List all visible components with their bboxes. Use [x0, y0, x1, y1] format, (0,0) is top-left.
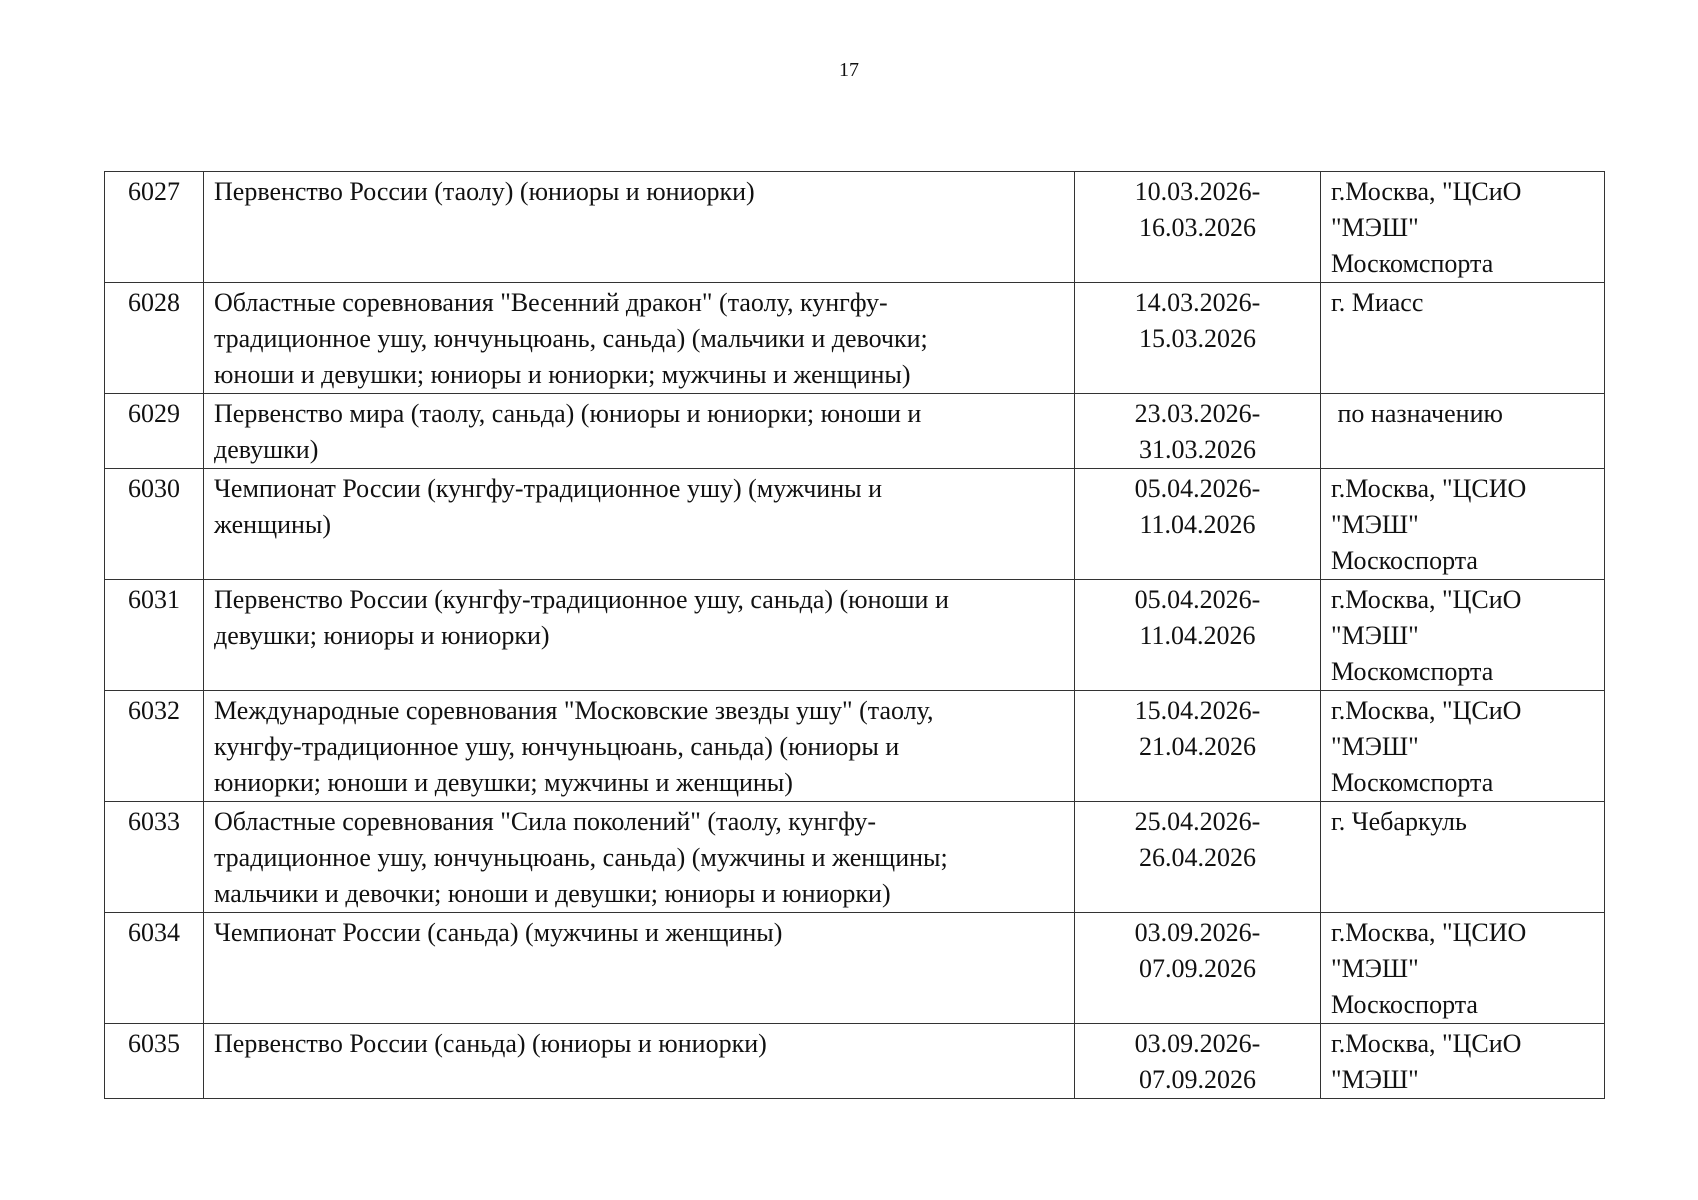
event-number: 6033	[105, 802, 204, 913]
event-date-end: 07.09.2026	[1139, 954, 1256, 983]
event-name	[204, 1024, 1075, 1099]
table-row	[105, 913, 1605, 1024]
event-place-line: г.Москва, "ЦСиО	[1331, 696, 1522, 725]
event-dates	[1075, 172, 1321, 283]
event-name-line: Первенство России (кунгфу-традиционное ушу, саньда) (юноши и	[214, 585, 949, 614]
event-name	[204, 802, 1075, 913]
event-dates	[1075, 1024, 1321, 1099]
event-date-start: 03.09.2026-	[1134, 1029, 1261, 1058]
event-place	[1321, 172, 1605, 283]
event-place-line: "МЭШ"	[1331, 732, 1419, 761]
event-place-line: г.Москва, "ЦСИО	[1331, 918, 1527, 947]
event-name-line: Областные соревнования "Весенний дракон" (таолу, кунгфу-	[214, 288, 888, 317]
event-place	[1321, 1024, 1605, 1099]
event-place	[1321, 691, 1605, 802]
event-name-line: юниорки; юноши и девушки; мужчины и женщины)	[214, 768, 793, 797]
event-name-line: юноши и девушки; юниоры и юниорки; мужчины и женщины)	[214, 360, 911, 389]
event-place-line: г. Миасс	[1331, 288, 1424, 317]
event-dates	[1075, 691, 1321, 802]
event-dates	[1075, 802, 1321, 913]
event-place	[1321, 580, 1605, 691]
event-dates	[1075, 283, 1321, 394]
event-name	[204, 172, 1075, 283]
event-date-start: 14.03.2026-	[1134, 288, 1261, 317]
table-row	[105, 580, 1605, 691]
event-place-line: "МЭШ"	[1331, 213, 1419, 242]
event-name-line: Областные соревнования "Сила поколений" (таолу, кунгфу-	[214, 807, 876, 836]
event-place-line: г.Москва, "ЦСиО	[1331, 585, 1522, 614]
event-number: 6034	[105, 913, 204, 1024]
event-name-line: Первенство мира (таолу, саньда) (юниоры и юниорки; юноши и	[214, 399, 922, 428]
table-row	[105, 691, 1605, 802]
event-name	[204, 580, 1075, 691]
table-row	[105, 172, 1605, 283]
page-number: 17	[839, 59, 859, 81]
event-number: 6027	[105, 172, 204, 283]
event-place	[1321, 394, 1605, 469]
event-place-line: Москомспорта	[1331, 249, 1494, 278]
event-place	[1321, 283, 1605, 394]
event-dates	[1075, 394, 1321, 469]
event-date-start: 05.04.2026-	[1134, 585, 1261, 614]
event-name-line: Первенство России (таолу) (юниоры и юниорки)	[214, 177, 755, 206]
table-row	[105, 469, 1605, 580]
event-place-line: "МЭШ"	[1331, 1065, 1419, 1094]
event-date-start: 25.04.2026-	[1134, 807, 1261, 836]
event-place-line: Москомспорта	[1331, 657, 1494, 686]
event-place	[1321, 469, 1605, 580]
event-name-line: Первенство России (саньда) (юниоры и юниорки)	[214, 1029, 767, 1058]
event-place	[1321, 913, 1605, 1024]
event-date-end: 11.04.2026	[1139, 621, 1256, 650]
event-date-start: 23.03.2026-	[1134, 399, 1261, 428]
event-name-line: традиционное ушу, юнчуньцюань, саньда) (мужчины и женщины;	[214, 843, 948, 872]
event-number: 6029	[105, 394, 204, 469]
event-name-line: девушки; юниоры и юниорки)	[214, 621, 550, 650]
event-place-line: Москомспорта	[1331, 768, 1494, 797]
event-number: 6030	[105, 469, 204, 580]
event-place-line: "МЭШ"	[1331, 621, 1419, 650]
event-date-start: 03.09.2026-	[1134, 918, 1261, 947]
event-date-start: 10.03.2026-	[1134, 177, 1261, 206]
event-name	[204, 394, 1075, 469]
event-place-line: г.Москва, "ЦСиО	[1331, 177, 1522, 206]
event-date-end: 16.03.2026	[1139, 213, 1256, 242]
event-name-line: Чемпионат России (кунгфу-традиционное ушу) (мужчины и	[214, 474, 883, 503]
event-place-line: г.Москва, "ЦСиО	[1331, 1029, 1522, 1058]
event-place-line: по назначению	[1331, 399, 1503, 428]
event-date-start: 05.04.2026-	[1134, 474, 1261, 503]
event-place-line: "МЭШ"	[1331, 510, 1419, 539]
event-name-line: Международные соревнования "Московские звезды ушу" (таолу,	[214, 696, 934, 725]
table-row	[105, 802, 1605, 913]
event-name-line: Чемпионат России (саньда) (мужчины и женщины)	[214, 918, 783, 947]
events-table	[104, 171, 1605, 1099]
event-name	[204, 913, 1075, 1024]
event-name	[204, 283, 1075, 394]
event-date-start: 15.04.2026-	[1134, 696, 1261, 725]
event-name-line: девушки)	[214, 435, 319, 464]
event-date-end: 15.03.2026	[1139, 324, 1256, 353]
event-place-line: Москоспорта	[1331, 546, 1478, 575]
event-name-line: традиционное ушу, юнчуньцюань, саньда) (мальчики и девочки;	[214, 324, 928, 353]
event-date-end: 31.03.2026	[1139, 435, 1256, 464]
event-place	[1321, 802, 1605, 913]
event-place-line: г. Чебаркуль	[1331, 807, 1467, 836]
event-date-end: 11.04.2026	[1139, 510, 1256, 539]
event-date-end: 26.04.2026	[1139, 843, 1256, 872]
event-number: 6032	[105, 691, 204, 802]
event-dates	[1075, 913, 1321, 1024]
table-row	[105, 1024, 1605, 1099]
event-name-line: кунгфу-традиционное ушу, юнчуньцюань, саньда) (юниоры и	[214, 732, 900, 761]
event-name-line: женщины)	[214, 510, 332, 539]
event-date-end: 07.09.2026	[1139, 1065, 1256, 1094]
event-number: 6028	[105, 283, 204, 394]
event-name	[204, 691, 1075, 802]
event-place-line: г.Москва, "ЦСИО	[1331, 474, 1527, 503]
event-name-line: мальчики и девочки; юноши и девушки; юниоры и юниорки)	[214, 879, 891, 908]
table-row	[105, 283, 1605, 394]
event-number: 6035	[105, 1024, 204, 1099]
event-date-end: 21.04.2026	[1139, 732, 1256, 761]
event-dates	[1075, 580, 1321, 691]
table-row	[105, 394, 1605, 469]
event-name	[204, 469, 1075, 580]
event-place-line: Москоспорта	[1331, 990, 1478, 1019]
event-place-line: "МЭШ"	[1331, 954, 1419, 983]
event-number: 6031	[105, 580, 204, 691]
event-dates	[1075, 469, 1321, 580]
